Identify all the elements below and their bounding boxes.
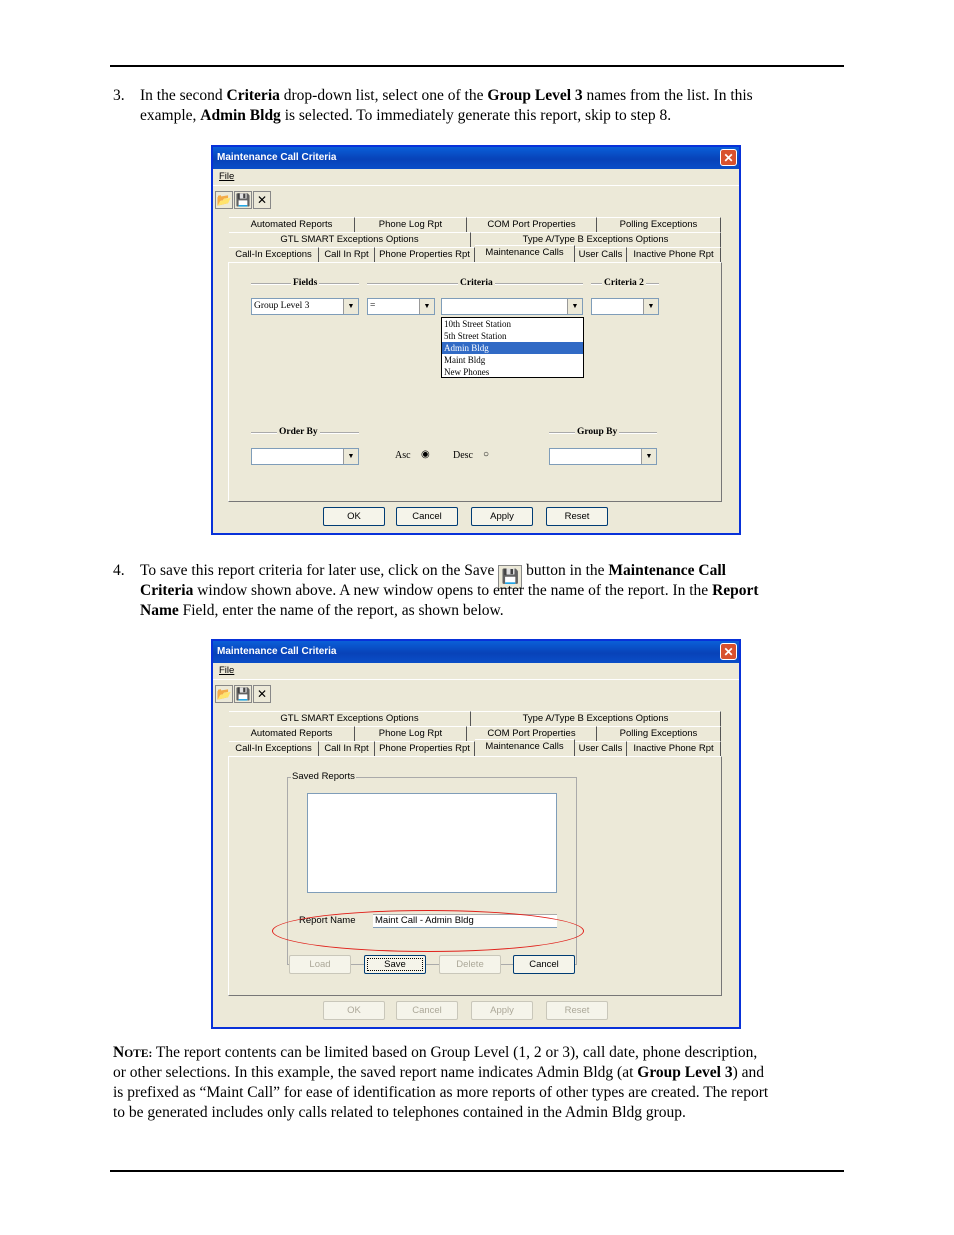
- tab-automated-reports[interactable]: Automated Reports: [229, 217, 355, 232]
- step-number: 4.: [113, 562, 125, 579]
- tab-com-port-properties[interactable]: COM Port Properties: [467, 217, 597, 232]
- tab-phone-log-rpt[interactable]: Phone Log Rpt: [355, 217, 467, 232]
- menu-file[interactable]: File: [219, 171, 235, 182]
- tab-gtl-smart-exceptions[interactable]: GTL SMART Exceptions Options: [229, 232, 471, 247]
- group-by-combo[interactable]: [549, 448, 657, 465]
- desc-radio-label: Desc: [453, 450, 473, 461]
- bold-text: Admin Bldg: [200, 107, 281, 124]
- tab-panel: [228, 262, 722, 502]
- bold-text: Report: [712, 582, 759, 599]
- group-by-label: Group By: [577, 427, 618, 437]
- fields-label: Fields: [293, 278, 318, 288]
- tab-inactive-phone-rpt[interactable]: Inactive Phone Rpt: [627, 741, 721, 756]
- apply-button[interactable]: Apply: [471, 507, 533, 526]
- save-button[interactable]: Save: [364, 955, 426, 974]
- tab-polling-exceptions[interactable]: Polling Exceptions: [597, 726, 721, 741]
- criteria-dropdown-list: [441, 317, 584, 378]
- tab-phone-properties-rpt[interactable]: Phone Properties Rpt: [375, 741, 475, 756]
- note-label-rest: OTE:: [124, 1048, 153, 1060]
- delete-icon[interactable]: ✕: [253, 685, 271, 703]
- chevron-down-icon[interactable]: ▼: [343, 449, 358, 464]
- text: ) and: [732, 1064, 765, 1081]
- tab-call-in-exceptions[interactable]: Call-In Exceptions: [229, 741, 319, 756]
- text: button in the: [522, 562, 609, 579]
- step-number: 3.: [113, 87, 125, 104]
- tab-polling-exceptions[interactable]: Polling Exceptions: [597, 217, 721, 232]
- bold-text: Criteria: [226, 87, 280, 104]
- fields-value: Group Level 3: [254, 301, 310, 311]
- criteria2-combo[interactable]: [591, 298, 659, 315]
- chevron-down-icon[interactable]: ▼: [643, 299, 658, 314]
- tab-gtl-smart-exceptions[interactable]: GTL SMART Exceptions Options: [229, 711, 471, 726]
- apply-button[interactable]: Apply: [471, 1001, 533, 1020]
- option-maint-bldg[interactable]: Maint Bldg: [444, 355, 486, 365]
- open-folder-icon[interactable]: 📂: [216, 193, 232, 207]
- bold-text: Criteria: [140, 582, 194, 599]
- text: example,: [140, 107, 201, 124]
- saved-reports-label: Saved Reports: [292, 771, 355, 782]
- saved-reports-list[interactable]: [307, 793, 557, 893]
- text: The report contents can be limited based on Group Level (1, 2 or 3), call date, phone description,: [152, 1044, 758, 1061]
- chevron-down-icon[interactable]: ▼: [419, 299, 434, 314]
- text: to be generated includes only calls related to telephones contained in the Admin Bldg group.: [113, 1104, 686, 1121]
- tab-maintenance-calls[interactable]: Maintenance Calls: [475, 245, 575, 262]
- tab-com-port-properties[interactable]: COM Port Properties: [467, 726, 597, 741]
- tab-user-calls[interactable]: User Calls: [575, 741, 627, 756]
- top-rule: [110, 65, 844, 67]
- tab-type-a-type-b[interactable]: Type A/Type B Exceptions Options: [471, 232, 721, 247]
- report-name-input[interactable]: Maint Call - Admin Bldg: [373, 914, 557, 928]
- window-title: Maintenance Call Criteria: [217, 152, 337, 163]
- title-bar[interactable]: [213, 147, 739, 169]
- bold-text: Maintenance Call: [608, 562, 726, 579]
- title-bar[interactable]: [213, 641, 739, 663]
- tab-maintenance-calls[interactable]: Maintenance Calls: [475, 739, 575, 756]
- operator-combo[interactable]: [367, 298, 435, 315]
- save-icon: 💾: [498, 565, 522, 589]
- tab-call-in-exceptions[interactable]: Call-In Exceptions: [229, 247, 319, 262]
- asc-radio[interactable]: ◉: [421, 449, 430, 460]
- menu-bar: [213, 663, 739, 680]
- reset-button[interactable]: Reset: [546, 1001, 608, 1020]
- text: is selected. To immediately generate this report, skip to step 8.: [280, 107, 672, 124]
- tab-phone-log-rpt[interactable]: Phone Log Rpt: [355, 726, 467, 741]
- option-5th-street-station[interactable]: 5th Street Station: [444, 331, 507, 341]
- menu-file[interactable]: File: [219, 665, 235, 676]
- save-icon[interactable]: 💾: [235, 687, 251, 701]
- load-button[interactable]: Load: [289, 955, 351, 974]
- window-title: Maintenance Call Criteria: [217, 646, 337, 657]
- text: or other selections. In this example, the saved report name indicates Admin Bldg (at: [113, 1064, 638, 1081]
- chevron-down-icon[interactable]: ▼: [567, 299, 582, 314]
- option-new-phones[interactable]: New Phones: [444, 367, 490, 377]
- order-by-label: Order By: [279, 427, 318, 437]
- chevron-down-icon[interactable]: ▼: [641, 449, 656, 464]
- ok-button[interactable]: OK: [323, 507, 385, 526]
- delete-icon[interactable]: ✕: [253, 191, 271, 209]
- operator-value: =: [370, 301, 376, 311]
- tab-panel: [228, 756, 722, 996]
- text: names from the list. In this: [582, 87, 753, 104]
- text: To save this report criteria for later use, click on the Save: [140, 562, 499, 579]
- tab-inactive-phone-rpt[interactable]: Inactive Phone Rpt: [627, 247, 721, 262]
- cancel-inner-button[interactable]: Cancel: [513, 955, 575, 974]
- text: In the second: [140, 87, 227, 104]
- asc-radio-label: Asc: [395, 450, 411, 461]
- tab-call-in-rpt[interactable]: Call In Rpt: [319, 741, 375, 756]
- menu-bar: [213, 169, 739, 186]
- tab-row-1: [229, 711, 721, 726]
- option-admin-bldg[interactable]: Admin Bldg: [442, 342, 583, 354]
- criteria-combo[interactable]: [441, 298, 583, 315]
- desc-radio[interactable]: ○: [483, 449, 490, 460]
- tab-row-3: [229, 247, 721, 262]
- criteria2-label: Criteria 2: [604, 278, 644, 288]
- bold-text: Name: [140, 602, 179, 619]
- tab-row-3: [229, 741, 721, 756]
- delete-button[interactable]: Delete: [439, 955, 501, 974]
- cancel-button[interactable]: Cancel: [396, 507, 458, 526]
- bottom-rule: [110, 1170, 844, 1172]
- tab-user-calls[interactable]: User Calls: [575, 247, 627, 262]
- criteria-label: Criteria: [460, 278, 493, 288]
- text: Field, enter the name of the report, as shown below.: [178, 602, 504, 619]
- tab-automated-reports[interactable]: Automated Reports: [229, 726, 355, 741]
- reset-button[interactable]: Reset: [546, 507, 608, 526]
- tab-type-a-type-b[interactable]: Type A/Type B Exceptions Options: [471, 711, 721, 726]
- text: drop-down list, select one of the: [279, 87, 488, 104]
- close-icon[interactable]: ✕: [720, 643, 737, 660]
- close-icon[interactable]: ✕: [720, 149, 737, 166]
- text: is prefixed as “Maint Call” for ease of identification as more reports of other types are created. The report: [113, 1084, 769, 1101]
- chevron-down-icon[interactable]: ▼: [343, 299, 358, 314]
- tab-row-1: [229, 217, 721, 232]
- tab-phone-properties-rpt[interactable]: Phone Properties Rpt: [375, 247, 475, 262]
- order-by-combo[interactable]: [251, 448, 359, 465]
- report-name-label: Report Name: [299, 915, 356, 926]
- tab-call-in-rpt[interactable]: Call In Rpt: [319, 247, 375, 262]
- text: window shown above. A new window opens to enter the name of the report. In the: [193, 582, 713, 599]
- option-10th-street-station[interactable]: 10th Street Station: [444, 319, 511, 329]
- ok-button[interactable]: OK: [323, 1001, 385, 1020]
- bold-text: Group Level 3: [637, 1064, 733, 1081]
- save-icon[interactable]: 💾: [235, 193, 251, 207]
- open-folder-icon[interactable]: 📂: [216, 687, 232, 701]
- bold-text: Group Level 3: [487, 87, 583, 104]
- cancel-button[interactable]: Cancel: [396, 1001, 458, 1020]
- fields-combo[interactable]: [251, 298, 359, 315]
- report-name-highlight-ellipse: [272, 910, 584, 952]
- maintenance-call-criteria-window: [211, 145, 741, 535]
- note-label-n: N: [113, 1044, 125, 1061]
- maintenance-call-criteria-save-window: [211, 639, 741, 1029]
